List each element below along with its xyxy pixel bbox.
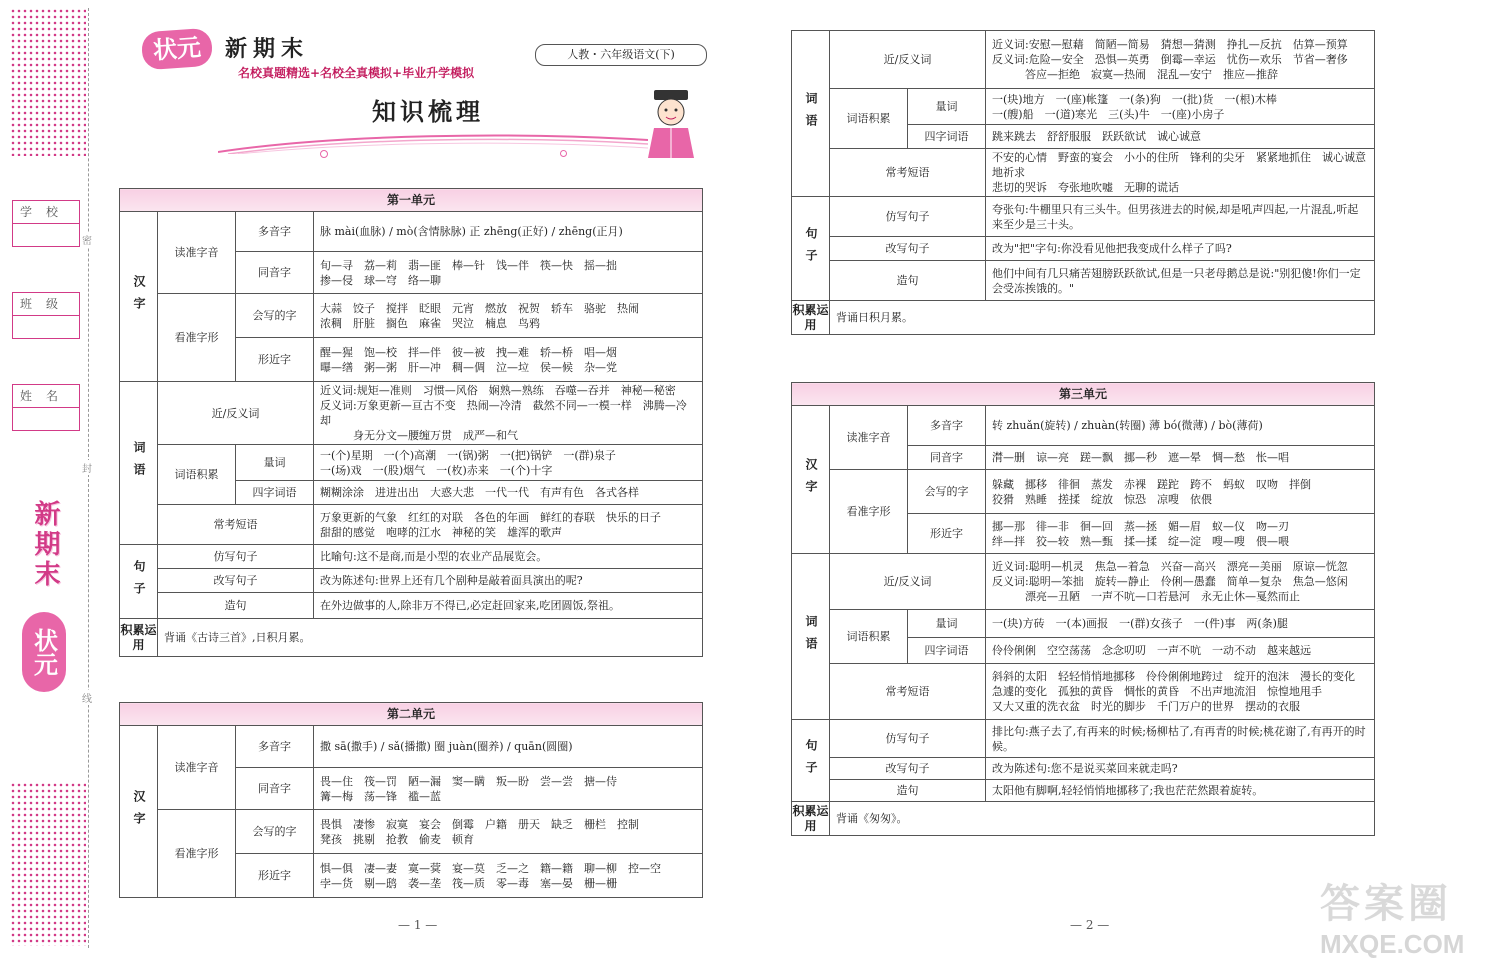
label-duoyin: 多音字 — [236, 726, 314, 768]
label-huixie: 会写的字 — [236, 294, 314, 338]
category-jilei: 积累运用 — [120, 619, 158, 657]
unit-2-table — [119, 702, 703, 898]
content-sizi: 糊糊涂涂 进进出出 大惑大悲 一代一代 有声有色 各式各样 — [314, 481, 703, 505]
content-sizi: 伶伶俐俐 空空荡荡 念念叨叨 一声不吭 一动不动 越来越远 — [986, 638, 1375, 664]
sub-zixing: 看准字形 — [158, 294, 236, 382]
watermark — [1320, 872, 1464, 960]
unit-title: 第二单元 — [120, 703, 703, 726]
label-liangci: 量词 — [908, 89, 986, 125]
label-sizi: 四字词语 — [236, 481, 314, 505]
category-ciyu: 词语 — [120, 382, 158, 545]
label-xingjin: 形近字 — [236, 338, 314, 382]
content-zaoju: 在外边做事的人,除非万不得已,必定赶回家来,吃团圆饭,祭祖。 — [314, 593, 703, 619]
category-juzi: 句子 — [792, 197, 830, 301]
content-jilei: 背诵《匆匆》。 — [830, 802, 1375, 836]
category-juzi: 句子 — [120, 545, 158, 619]
content-jilei: 背诵《古诗三首》,日积月累。 — [158, 619, 703, 657]
class-label: 班级 — [13, 293, 79, 316]
content-gaixie: 改为陈述句:世界上还有几个剧种是敲着面具演出的呢? — [314, 569, 703, 593]
content-duoyin: 脉 mài(血脉) / mò(含情脉脉) 正 zhēng(正好) / zhēng(正月) — [314, 212, 703, 252]
sub-zixing: 看准字形 — [158, 810, 236, 898]
cut-line — [88, 8, 89, 948]
sub-duanyu: 常考短语 — [830, 149, 986, 197]
label-zaoju: 造句 — [158, 593, 314, 619]
dot-grid-bottom-left — [10, 782, 86, 946]
name-field[interactable] — [12, 384, 80, 431]
category-ciyu: 词语 — [792, 31, 830, 197]
bubble-decoration — [560, 150, 567, 157]
content-tongyin: 旬—寻 荔—莉 翡—匪 棒—针 饯—伴 筷—快 摇—拙 掺—侵 球—穹 络—聊 — [314, 252, 703, 294]
category-jilei: 积累运用 — [792, 301, 830, 335]
category-hanzi: 汉字 — [120, 726, 158, 898]
content-xingjin: 惧—俱 凄—妻 寞—蓂 宴—莫 乏—之 籍—籍 聊—柳 控—空 孛—货 剔—鸱 袭—垄 筏—质 零—毒 塞—晏 栅—栅 — [314, 854, 703, 898]
content-fangxie: 排比句:燕子去了,有再来的时候;杨柳枯了,有再青的时候;桃花谢了,有再开的时候。 — [986, 720, 1375, 758]
content-zaoju: 太阳他有脚啊,轻轻悄悄地挪移了;我也茫茫然跟着旋转。 — [986, 780, 1375, 802]
sub-duanyu: 常考短语 — [158, 505, 314, 545]
unit-2-continued-table — [791, 30, 1375, 335]
content-huixie: 大蒜 饺子 搅拌 眨眼 元宵 燃放 祝贺 轿车 骆驼 热闹 浓稠 肝脏 搁色 麻雀 哭泣 楠息 鸟鸦 — [314, 294, 703, 338]
category-jilei: 积累运用 — [792, 802, 830, 836]
unit-3-table — [791, 382, 1375, 836]
sub-jinfan: 近/反义词 — [830, 31, 986, 89]
label-duoyin: 多音字 — [236, 212, 314, 252]
content-xingjin: 醒—猩 饱—校 拌—伴 彼—被 拽—难 轿—桥 唱—烟 曝—缮 粥—粥 肝—冲 稠—倜 泣—垃 侯—候 杂—党 — [314, 338, 703, 382]
content-huixie: 畏惧 凄惨 寂寞 宴会 倒霉 户籍 册天 缺乏 栅栏 控制 凳孩 挑剔 抢教 偷麦 顿育 — [314, 810, 703, 854]
content-liangci: 一(块)方砖 一(本)画报 一(群)女孩子 一(件)事 两(条)腿 — [986, 610, 1375, 638]
sub-cijilei: 词语积累 — [830, 610, 908, 664]
vertical-brand-name: 新期末 — [30, 500, 60, 590]
content-sizi: 跳来跳去 舒舒服服 跃跃欲试 诚心诚意 — [986, 125, 1375, 149]
scholar-mascot-icon — [640, 88, 702, 160]
swoosh-decoration — [218, 130, 648, 154]
brand-name: 新期末 — [225, 36, 310, 62]
dot-grid-top-left — [10, 8, 86, 156]
watermark-logo-text: 答案圈 — [1320, 880, 1452, 927]
content-liangci: 一(块)地方 一(座)帐篷 一(条)狗 一(批)货 一(根)木棒 一(艘)船 一(道)寒光 三(头)牛 一(座)小房子 — [986, 89, 1375, 125]
label-tongyin: 同音字 — [236, 768, 314, 810]
content-fangxie: 比喻句:这不是商,而是小型的农业产品展览会。 — [314, 545, 703, 569]
content-huixie: 躲藏 挪移 徘徊 蒸发 赤裸 蹉跎 跨不 蚂蚁 叹吻 拌倒 狡猾 熟睡 搓揉 绽放 惊恐 凉嗖 依偎 — [986, 470, 1375, 514]
label-huixie: 会写的字 — [908, 470, 986, 514]
grade-badge: 人教・六年级语文(下) — [535, 44, 707, 66]
vertical-brand-logo: 状元 — [22, 612, 66, 692]
content-jinfan: 近义词:规矩—准则 习惯—风俗 娴熟—熟练 吞噬—吞并 神秘—秘密 反义词:万象更新—亘古不变 热闹—冷清 截然不同—一模一样 沸腾—冷却 身无分文—腰缠万贯 成严—和气 — [314, 382, 703, 445]
content-duanyu: 不安的心情 野蛮的宴会 小小的住所 锋利的尖牙 紧紧地抓住 诚心诚意地祈求 悲切的哭诉 夸张地吹嘘 无聊的谎话 — [986, 149, 1375, 197]
category-juzi: 句子 — [792, 720, 830, 802]
sub-duanyu: 常考短语 — [830, 664, 986, 720]
sub-duyin: 读准字音 — [158, 212, 236, 294]
brand-logo: 状元 — [141, 28, 213, 71]
label-zaoju: 造句 — [830, 261, 986, 301]
cut-mark-xian: 线 — [82, 690, 92, 705]
content-zaoju: 他们中间有几只痛苦翅膀跃跃欲试,但是一只老母鹅总是说:"别犯傻!你们一定会受冻挨饿的。" — [986, 261, 1375, 301]
label-sizi: 四字词语 — [908, 125, 986, 149]
sub-jinfan: 近/反义词 — [158, 382, 314, 445]
category-hanzi: 汉字 — [120, 212, 158, 382]
content-liangci: 一(个)星期 一(个)高潮 一(锅)粥 一(把)锅铲 一(群)泉子 一(场)戏 一(股)烟气 一(枚)赤来 一(个)十字 — [314, 445, 703, 481]
label-huixie: 会写的字 — [236, 810, 314, 854]
page-number-1: — 1 — — [398, 918, 438, 932]
label-gaixie: 改写句子 — [830, 237, 986, 261]
school-field[interactable] — [12, 200, 80, 247]
label-duoyin: 多音字 — [908, 406, 986, 446]
label-liangci: 量词 — [236, 445, 314, 481]
page-number-2: — 2 — — [1070, 918, 1110, 932]
watermark-domain: MXQE.COM — [1320, 929, 1465, 959]
content-tongyin: 畏—住 筏—罚 陋—漏 窦—瞒 叛—盼 尝—尝 搪—侍 篝—梅 荡—锋 褴—蓝 — [314, 768, 703, 810]
content-tongyin: 潸—删 谅—亮 蹉—飘 挪—秒 遮—晕 惆—愁 怅—唱 — [986, 446, 1375, 470]
bubble-decoration — [320, 150, 328, 158]
name-label: 姓名 — [13, 385, 79, 408]
sub-cijilei: 词语积累 — [158, 445, 236, 505]
content-jinfan: 近义词:安慰—慰藉 简陋—简易 猜想—猜测 挣扎—反抗 估算—预算 反义词:危险—安全 恐惧—英勇 倒霉—幸运 忧伤—欢乐 节省—奢侈 答应—拒绝 寂寞—热闹 混乱—安宁 推应—推辞 — [986, 31, 1375, 89]
label-tongyin: 同音字 — [236, 252, 314, 294]
category-hanzi: 汉字 — [792, 406, 830, 554]
content-duanyu: 万象更新的气象 红红的对联 各色的年画 鲜红的春联 快乐的日子 甜甜的感觉 咆哮的江水 神秘的笑 雄浑的歌声 — [314, 505, 703, 545]
label-xingjin: 形近字 — [908, 514, 986, 554]
sub-cijilei: 词语积累 — [830, 89, 908, 149]
unit-title: 第一单元 — [120, 189, 703, 212]
sub-duyin: 读准字音 — [830, 406, 908, 470]
label-fangxie: 仿写句子 — [830, 720, 986, 758]
label-zaoju: 造句 — [830, 780, 986, 802]
unit-1-table — [119, 188, 703, 657]
content-fangxie: 夸张句:牛棚里只有三头牛。但男孩进去的时候,却是吼声四起,一片混乱,听起来至少是三十头。 — [986, 197, 1375, 237]
page-title: 知识梳理 — [372, 97, 484, 126]
cut-mark-feng: 封 — [82, 460, 92, 475]
header-subtitle: 名校真题精选+名校全真模拟+毕业升学模拟 — [238, 66, 475, 80]
sub-jinfan: 近/反义词 — [830, 554, 986, 610]
school-label: 学校 — [13, 201, 79, 224]
cut-mark-mi: 密 — [82, 232, 92, 247]
content-duoyin: 转 zhuǎn(旋转) / zhuàn(转圈) 薄 bó(微薄) / bò(薄荷) — [986, 406, 1375, 446]
content-xingjin: 挪—那 徘—非 徊—回 蒸—拯 媚—眉 蚁—仪 吻—刃 绊—拌 狡—较 熟—甄 揉—揉 绽—淀 嗖—嗖 偎—喂 — [986, 514, 1375, 554]
class-field[interactable] — [12, 292, 80, 339]
label-liangci: 量词 — [908, 610, 986, 638]
label-xingjin: 形近字 — [236, 854, 314, 898]
content-duoyin: 撒 sā(撒手) / sǎ(播撒) 圈 juàn(圈养) / quān(圆圈) — [314, 726, 703, 768]
label-tongyin: 同音字 — [908, 446, 986, 470]
content-jilei: 背诵日积月累。 — [830, 301, 1375, 335]
label-sizi: 四字词语 — [908, 638, 986, 664]
category-ciyu: 词语 — [792, 554, 830, 720]
content-gaixie: 改为陈述句:您不是说买菜回来就走吗? — [986, 758, 1375, 780]
content-duanyu: 斜斜的太阳 轻轻悄悄地挪移 伶伶俐俐地跨过 绽开的泡沫 漫长的变化 急遽的变化 孤独的黄昏 惆怅的黄昏 不出声地流泪 惊惶地甩手 又大又重的洗衣盆 时光的脚步 千门万户的世界 摆动的衣服 — [986, 664, 1375, 720]
label-gaixie: 改写句子 — [158, 569, 314, 593]
content-jinfan: 近义词:聪明—机灵 焦急—着急 兴奋—高兴 漂亮—美丽 原谅—恍忽 反义词:聪明—笨拙 旋转—静止 伶俐—愚蠢 简单—复杂 焦急—悠闲 漂亮—丑陋 一声不吭—口若悬河 永无止休—戛然而止 — [986, 554, 1375, 610]
label-gaixie: 改写句子 — [830, 758, 986, 780]
label-fangxie: 仿写句子 — [158, 545, 314, 569]
content-gaixie: 改为"把"字句:你没看见他把我变成什么样子了吗? — [986, 237, 1375, 261]
sub-zixing: 看准字形 — [830, 470, 908, 554]
label-fangxie: 仿写句子 — [830, 197, 986, 237]
sub-duyin: 读准字音 — [158, 726, 236, 810]
unit-title: 第三单元 — [792, 383, 1375, 406]
